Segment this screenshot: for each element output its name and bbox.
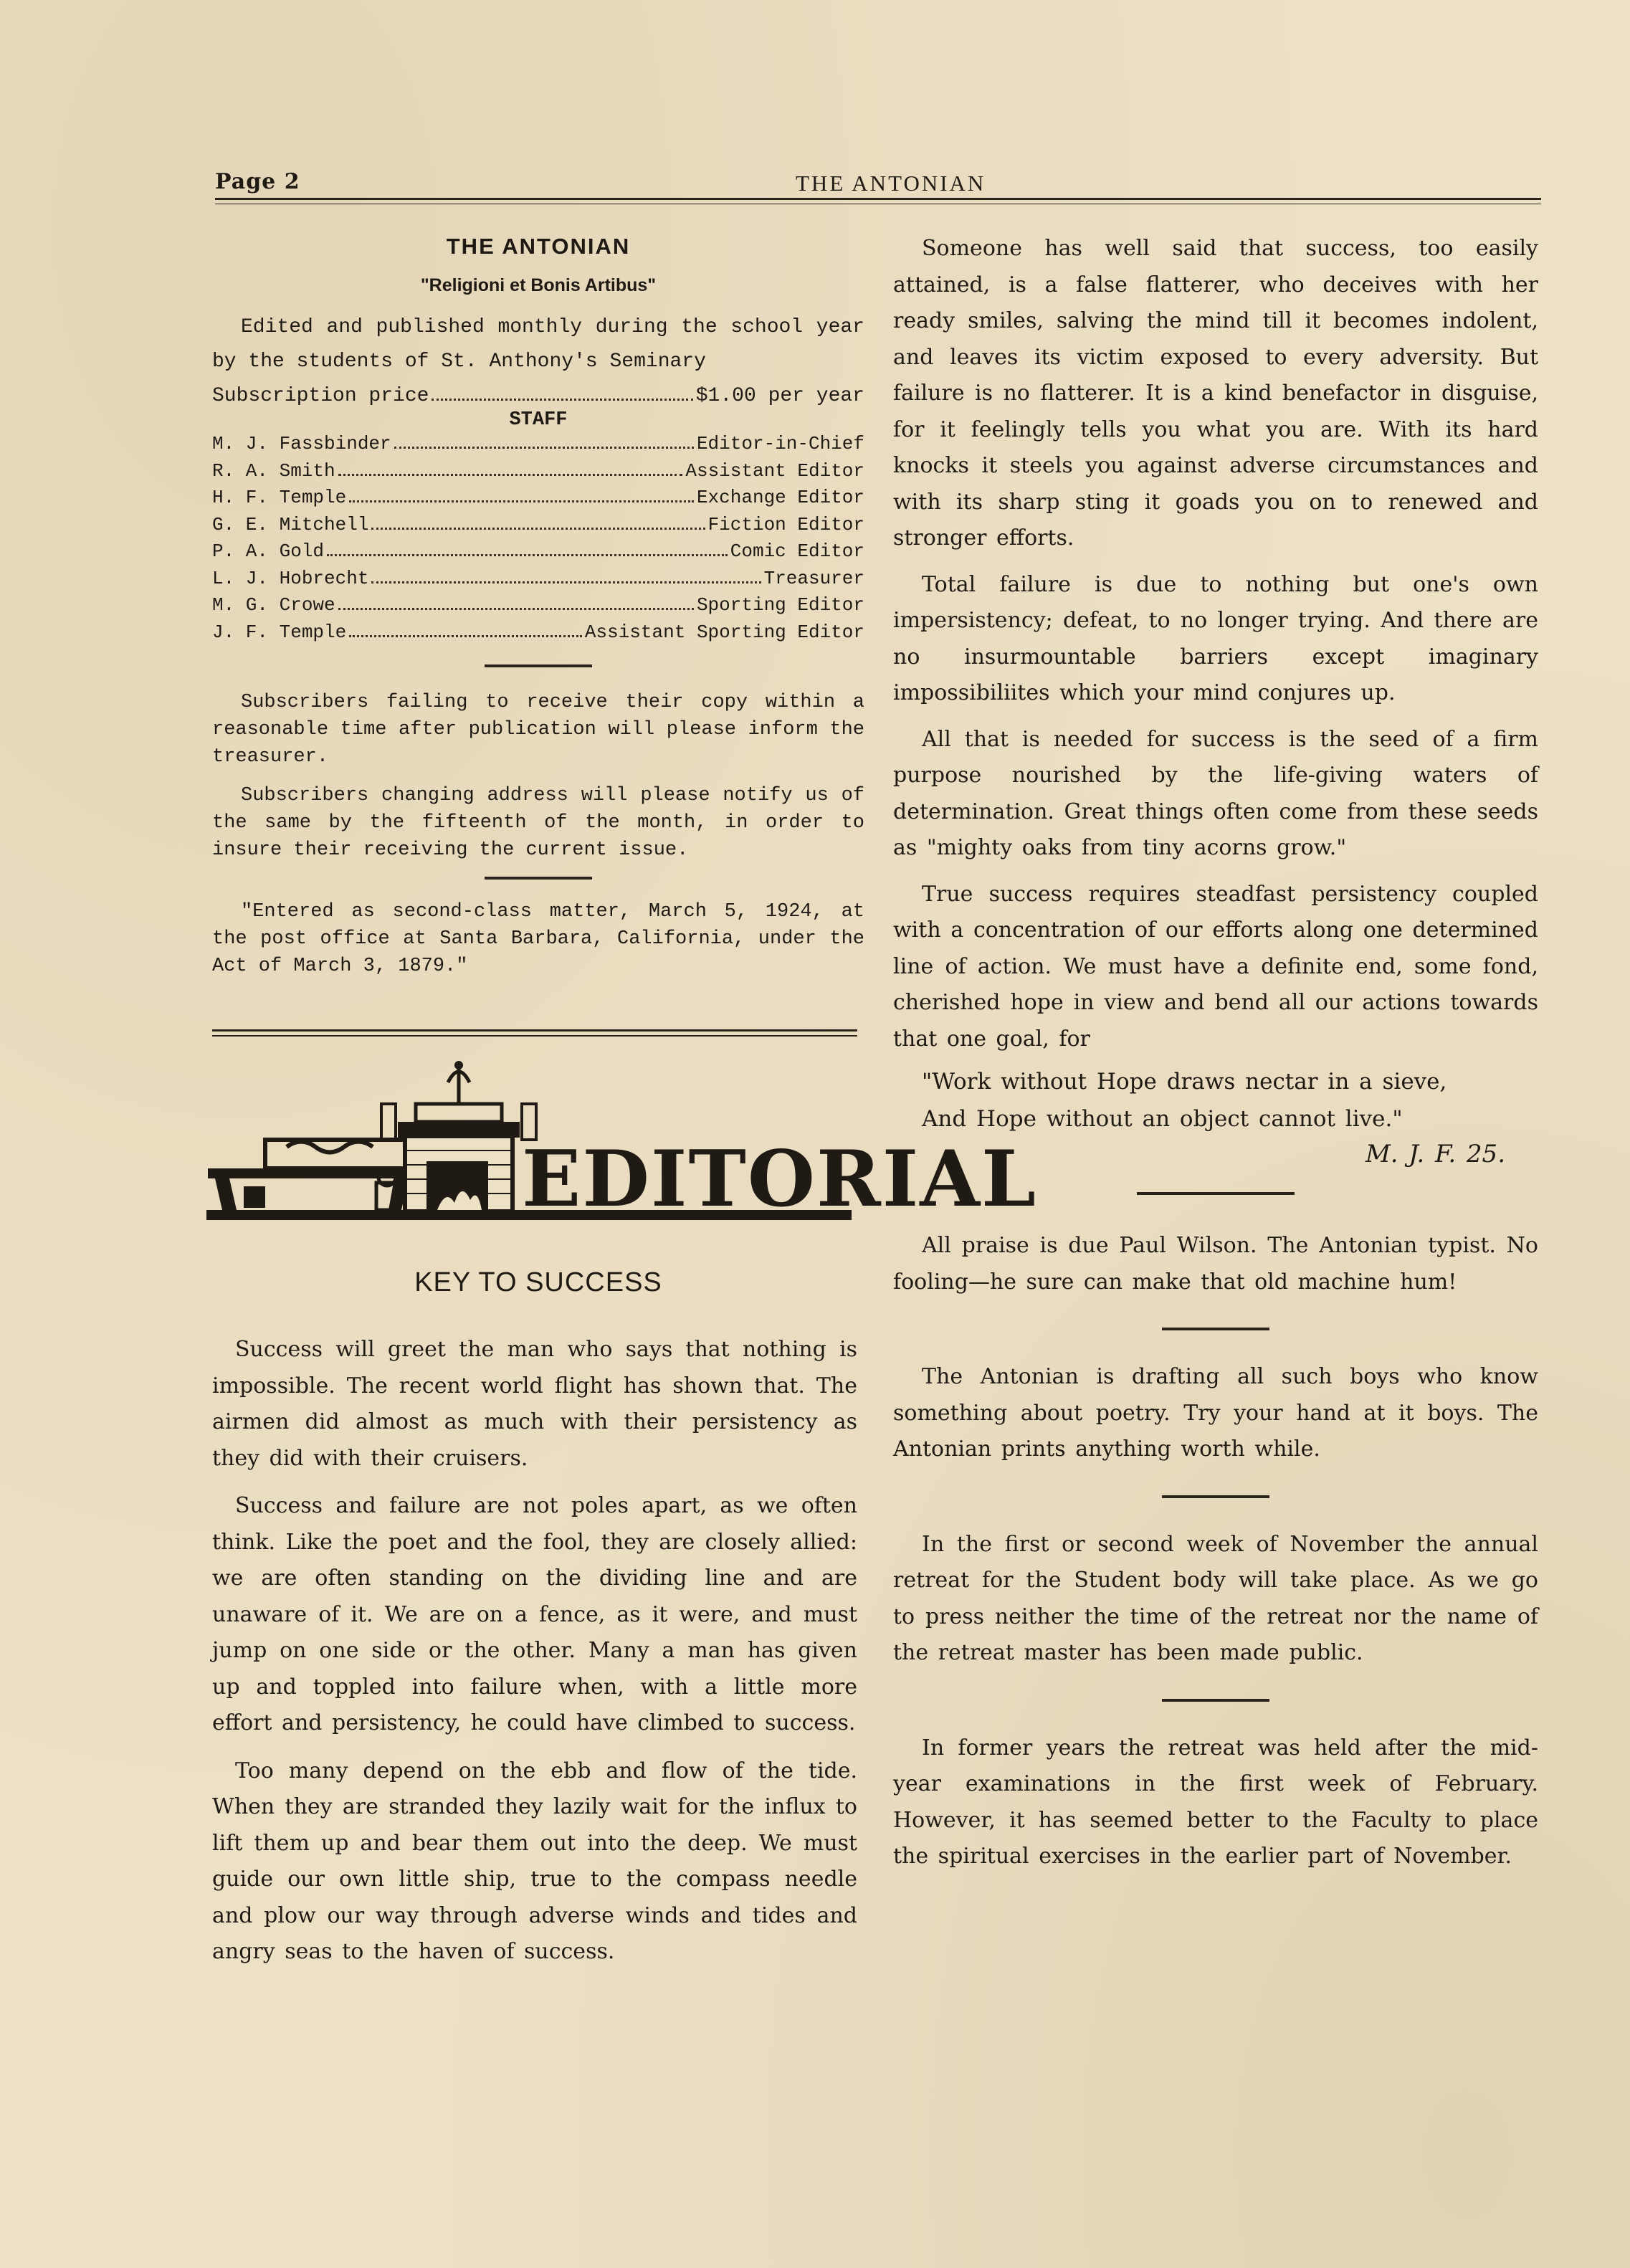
- editorial-paragraph: True success requires steadfast persistency coupled with a concentration of our efforts along one determined line of action. We must have a definite end, some fond, cherished hope in view and bend all our actions towards that one goal, for: [893, 881, 1538, 1052]
- staff-name: M. J. Fassbinder: [212, 433, 391, 454]
- masthead-description: Edited and published monthly during the school year by the students of St. Anthony's Seminary: [212, 316, 864, 373]
- quotation: [893, 1063, 1538, 1138]
- fireplace-illustration: [201, 1054, 1037, 1247]
- staff-row: [212, 458, 864, 485]
- subscription-price: $1.00 per year: [695, 385, 864, 407]
- dot-leader: [394, 447, 694, 449]
- section-divider: [1162, 1328, 1269, 1330]
- staff-row: [212, 592, 864, 619]
- staff-row: [212, 566, 864, 593]
- dot-leader: [432, 399, 692, 401]
- quote-line: "Work without Hope draws nectar in a sieve,: [922, 1069, 1447, 1095]
- notice-change-address: Subscribers changing address will please notify us of the same by the fifteenth of the month, in order to insure their receiving the current issue.: [212, 785, 864, 861]
- staff-role: Comic Editor: [730, 540, 864, 562]
- section-divider: [485, 877, 592, 880]
- dot-leader: [371, 581, 761, 583]
- staff-role: Assistant Editor: [685, 459, 864, 482]
- staff-role: Fiction Editor: [707, 513, 864, 535]
- notice-failing-receive: Subscribers failing to receive their copy within a reasonable time after publication will please inform the treasurer.: [212, 692, 864, 768]
- subscriber-notices: [212, 689, 864, 864]
- staff-list: [212, 431, 864, 646]
- staff-role: Editor-in-Chief: [696, 433, 864, 454]
- staff-role: Treasurer: [763, 567, 864, 589]
- dot-leader: [371, 528, 705, 530]
- staff-row: [212, 485, 864, 512]
- staff-row: [212, 538, 864, 566]
- editorial-banner: [201, 1054, 1037, 1247]
- dot-leader: [338, 474, 683, 476]
- editorial-paragraph: Total failure is due to nothing but one's own impersistency; defeat, to no longer trying. And there are no insurmountable barriers except imaginary impossibiliites which your mind conjures up.: [893, 571, 1538, 705]
- note-paragraph: All praise is due Paul Wilson. The Antonian typist. No fooling—he sure can make that old machine hum!: [893, 1233, 1538, 1295]
- banner-word: EDITORIAL: [522, 1134, 1037, 1224]
- editorial-paragraph: All that is needed for success is the seed of a firm purpose nourished by the life-giving waters of determination. Great things often come from these seeds as "mighty oaks from tiny acorns grow.": [893, 726, 1538, 860]
- subscription-row: [212, 379, 864, 414]
- page-number: Page 2: [215, 169, 300, 194]
- author-signature: M. J. F. 25.: [1365, 1140, 1505, 1168]
- staff-name: R. A. Smith: [212, 459, 335, 482]
- header-rule: [215, 198, 1541, 200]
- running-title: THE ANTONIAN: [796, 171, 986, 196]
- quote-line: And Hope without an object cannot live.": [922, 1106, 1403, 1132]
- editorial-body-right: [893, 231, 1538, 1885]
- masthead-motto: "Religioni et Bonis Artibus": [420, 275, 657, 295]
- note-paragraph: In the first or second week of November the annual retreat for the Student body will take place. As we go to press neither the time of the retreat nor the name of the retreat master has been made public.: [893, 1531, 1538, 1665]
- masthead: [212, 229, 864, 980]
- editorial-paragraph: Too many depend on the ebb and flow of the tide. When they are stranded they lazily wait for the influx to lift them up and bear them out into the deep. We must guide our own little ship, true to the compass needle and plow our way through adverse winds and tides and angry seas to the haven of success.: [212, 1758, 857, 1964]
- note-paragraph: In former years the retreat was held after the mid-year examinations in the first week of February. However, it has seemed better to the Faculty to place the spiritual exercises in the earlier part of November.: [893, 1735, 1538, 1869]
- dot-leader: [349, 500, 694, 502]
- staff-name: H. F. Temple: [212, 487, 347, 508]
- dot-leader: [327, 554, 728, 556]
- staff-row: [212, 431, 864, 458]
- note-paragraph: The Antonian is drafting all such boys who know something about poetry. Try your hand at it boys. The Antonian prints anything worth while.: [893, 1364, 1538, 1462]
- section-divider: [1137, 1192, 1295, 1195]
- double-rule: [212, 1029, 857, 1040]
- staff-role: Sporting Editor: [696, 594, 864, 616]
- dot-leader: [349, 635, 582, 637]
- staff-name: J. F. Temple: [212, 621, 347, 643]
- section-divider: [1162, 1699, 1269, 1702]
- section-divider: [1162, 1495, 1269, 1498]
- staff-name: P. A. Gold: [212, 540, 325, 562]
- staff-name: L. J. Hobrecht: [212, 567, 369, 589]
- staff-row: [212, 619, 864, 647]
- article-title: KEY TO SUCCESS: [414, 1267, 662, 1297]
- staff-role: Exchange Editor: [696, 487, 864, 508]
- staff-role: Assistant Sporting Editor: [584, 621, 864, 643]
- section-divider: [485, 664, 592, 667]
- dot-leader: [338, 608, 694, 610]
- staff-name: M. G. Crowe: [212, 594, 335, 616]
- staff-heading: STAFF: [509, 409, 568, 431]
- editorial-paragraph: Success will greet the man who says that nothing is impossible. The recent world flight has shown that. The airmen did almost as much with their persistency as they did with their cruisers.: [212, 1337, 857, 1471]
- running-header: [215, 169, 1541, 198]
- editorial-paragraph: Success and failure are not poles apart, as we often think. Like the poet and the fool, they are closely allied: we are often standing on the dividing line and are unaware of it. We are on a fence, as it were, and must jump on one side or the other. Many a man has given up and toppled into failure when, with a little more effort and persistency, he could have climbed to success.: [212, 1493, 857, 1735]
- entry-notice: "Entered as second-class matter, March 5, 1924, at the post office at Santa Barbara, California, under the Act of March 3, 1879.": [212, 901, 864, 977]
- staff-row: [212, 512, 864, 539]
- editorial-paragraph: Someone has well said that success, too easily attained, is a false flatterer, who deceives with her ready smiles, salving the mind till it becomes indolent, and leaves its victim exposed to every adversity. But failure is no flatterer. It is a kind benefactor in disguise, for it feelingly tells you what you are. With its hard knocks it steels you against adverse circumstances and with its sharp sting it goads you on to renewed and stronger efforts.: [893, 236, 1538, 551]
- staff-name: G. E. Mitchell: [212, 513, 369, 535]
- editorial-body-left: [212, 1332, 857, 1982]
- masthead-title: THE ANTONIAN: [446, 234, 631, 259]
- subscription-label: Subscription price: [212, 385, 429, 407]
